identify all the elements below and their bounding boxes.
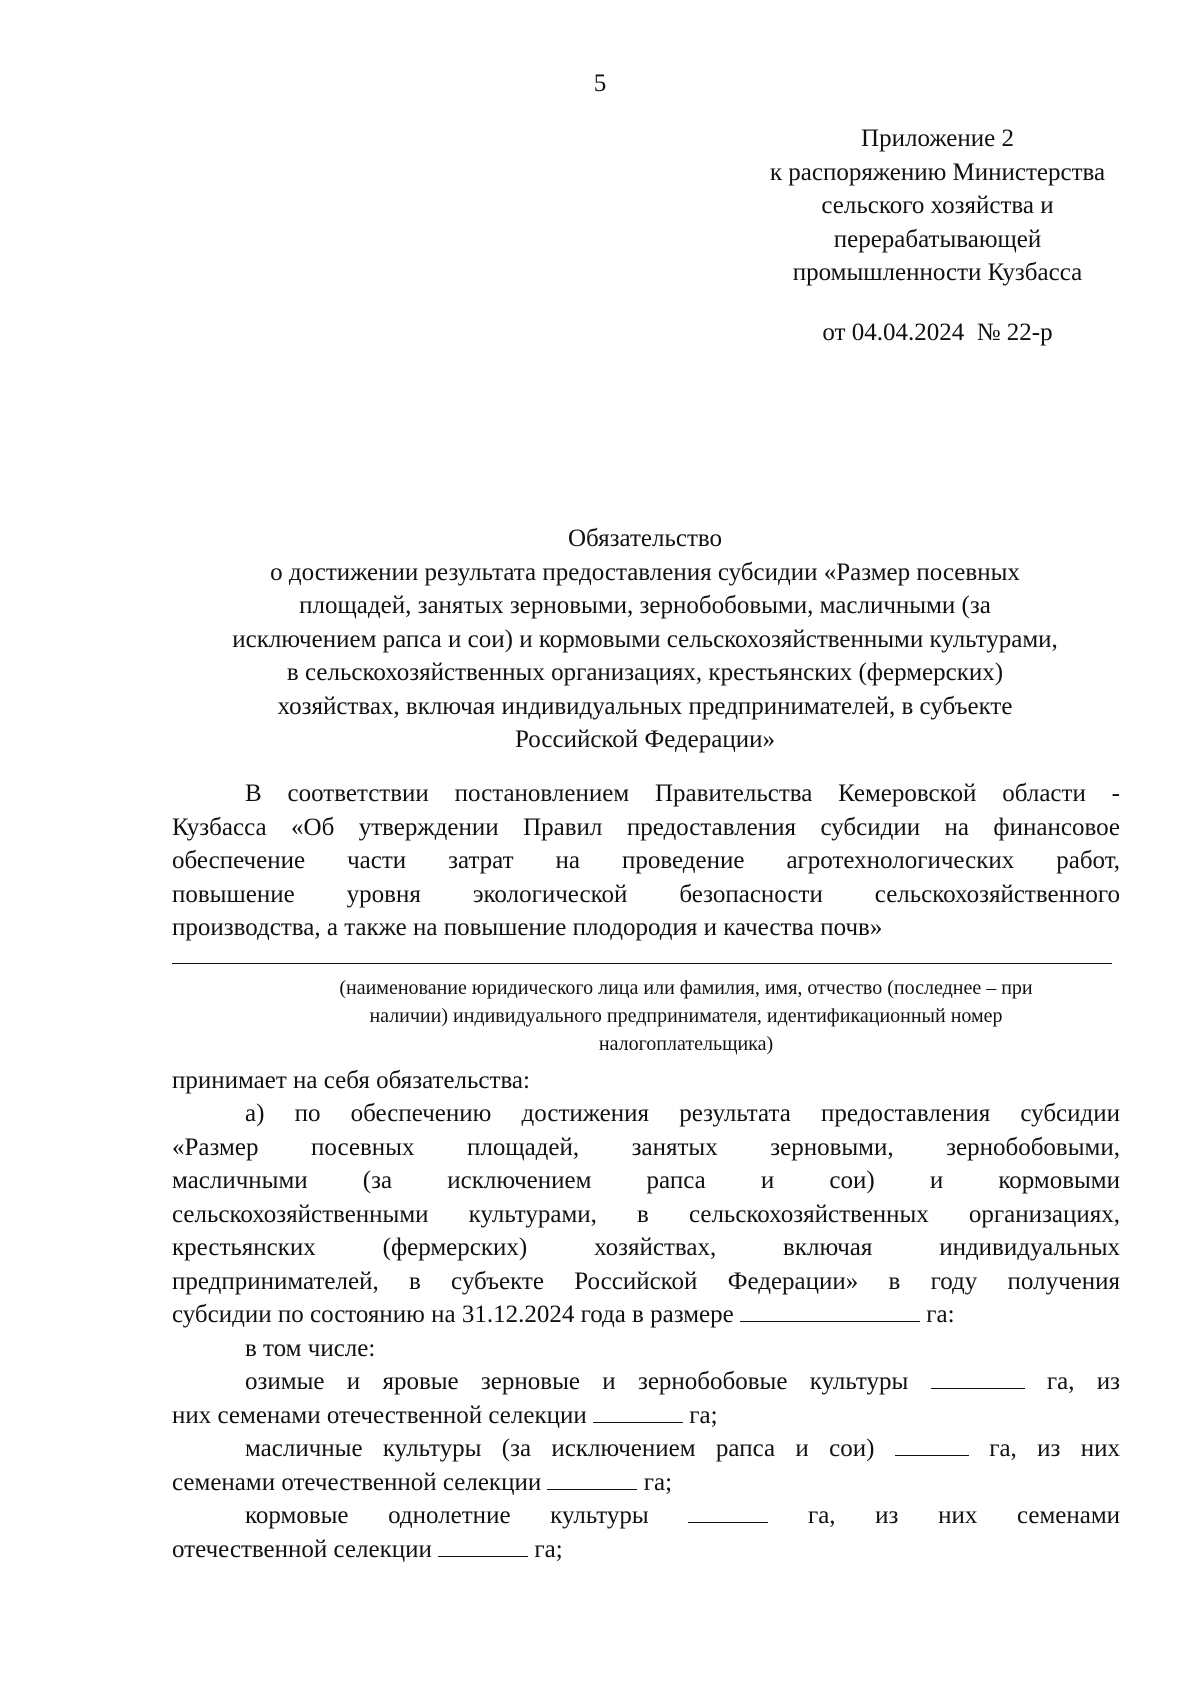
hint-line: налогоплательщика) [598,1032,774,1055]
item-a-total-unit: га: [920,1301,955,1328]
fodder-seed-blank [438,1534,528,1557]
fodder-word: семенами [1016,1502,1121,1529]
oilseed-seed-unit: га; [637,1468,673,1496]
item-a-line: «Размер посевных площадей, занятых зерновыми, зернобобовыми, [172,1133,1120,1161]
intro-line: В соответствии постановлением Правительства Кемеровской области - [245,780,1120,807]
oilseed-seed-line [172,1466,1120,1500]
intro-line: производства, а также на повышение плодородия и качества почв» [172,914,883,941]
item-a-line: крестьянских (фермерских) хозяйствах, включая индивидуальных [172,1234,1120,1261]
grain-text: озимые и яровые зерновые и зернобобовые культуры [245,1368,909,1395]
fodder-word: них [938,1502,978,1529]
grain-unit: га, из [1046,1368,1120,1395]
appendix-block [725,122,1150,349]
oilseed-seed-blank [547,1467,637,1490]
fodder-seed-line [172,1533,1120,1567]
oilseed-area-blank [895,1433,969,1456]
appendix-line: промышленности Кузбасса [792,259,1083,286]
appendix-line: к распоряжению Министерства [769,158,1106,186]
title-line: исключением рапса и сои) и кормовыми сельскохозяйственными культурами, [232,625,1058,653]
title-line: Российской Федерации» [514,726,776,753]
document-body [172,777,1120,1566]
appendix-line: Приложение 2 [861,125,1014,152]
appendix-line: перерабатывающей [833,225,1042,253]
item-a-line: предпринимателей, в субъекте Российской Федерации» в году получения [172,1267,1120,1295]
page-number: 5 [593,70,607,97]
item-a-line: сельскохозяйственными культурами, в сельскохозяйственных организациях, [172,1200,1120,1228]
fodder-area-blank [688,1500,768,1523]
fodder-word: культуры [550,1502,649,1529]
intro-line: повышение уровня экологической безопасности сельскохозяйственного [172,880,1120,908]
including-line: в том числе: [245,1334,376,1362]
accepts-line: принимает на себя обязательства: [172,1066,530,1094]
appendix-date: от 04.04.2024 № 22-р [822,318,1053,346]
hint-line: (наименование юридического лица или фамилия, имя, отчество (последнее – при [339,976,1033,999]
fodder-word: га, [807,1502,836,1529]
total-area-blank [740,1299,920,1322]
fodder-word: из [875,1502,899,1529]
intro-line: обеспечение части затрат на проведение агротехнологических работ, [172,847,1120,874]
oilseed-unit: га, из них [989,1435,1121,1462]
title-line: Обязательство [567,525,723,552]
grain-line [172,1365,1120,1399]
oilseed-seed-text: семенами отечественной селекции [172,1468,548,1496]
blank-hint [172,974,1120,1058]
hint-line: наличии) индивидуального предпринимателя, идентификационный номер [369,1004,1003,1027]
oilseed-line [172,1432,1120,1466]
oilseed-text: масличные культуры (за исключением рапса и сои) [245,1435,875,1462]
title-line: площадей, занятых зерновыми, зернобобовыми, масличными (за [299,592,991,619]
title-line: о достижении результата предоставления субсидии «Размер посевных [270,558,1020,586]
item-a-total-line [172,1298,1120,1332]
grain-area-blank [931,1366,1025,1389]
item-a-line: масличными (за исключением рапса и сои) и кормовыми [172,1167,1120,1194]
grain-seed-text: них семенами отечественной селекции [172,1401,593,1429]
item-a-line: а) по обеспечению достижения результата предоставления субсидии [245,1100,1120,1127]
fodder-seed-unit: га; [528,1535,563,1563]
appendix-line: сельского хозяйства и [821,192,1054,219]
grain-seed-unit: га; [682,1401,718,1429]
fodder-word: однолетние [388,1502,511,1529]
grain-seed-blank [593,1400,683,1423]
item-a-total-text: субсидии по состоянию на 31.12.2024 года в размере [172,1301,740,1328]
title-line: в сельскохозяйственных организациях, крестьянских (фермерских) [286,659,1004,686]
intro-line: Кузбасса «Об утверждении Правил предоставления субсидии на финансовое [172,813,1120,841]
organization-name-blank [172,963,1112,964]
title-line: хозяйствах, включая индивидуальных предпринимателей, в субъекте [277,692,1013,720]
document-title [160,522,1130,757]
fodder-word: кормовые [245,1502,349,1529]
grain-seed-line [172,1399,1120,1433]
fodder-seed-text: отечественной селекции [172,1535,439,1563]
fodder-line [172,1499,1120,1533]
